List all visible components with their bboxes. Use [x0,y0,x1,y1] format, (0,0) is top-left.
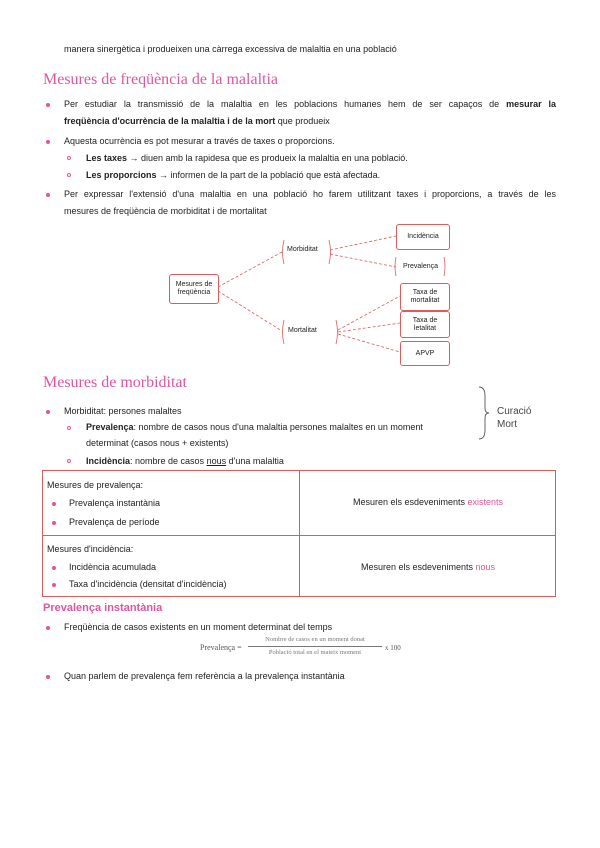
paragraph-3-line-2: mesures de freqüència de morbiditat i de mortalitat [64,206,267,216]
diagram-node-taxa-letalitat: Taxa de letalitat [400,311,450,338]
diagram-node-morbiditat: Morbiditat [287,246,318,253]
bullet-icon [52,502,56,506]
table-row2-description: Mesuren els esdeveniments nous [360,562,496,572]
instant-prevalence-note: Quan parlem de prevalença fem referència a la prevalença instantània [64,671,345,681]
curly-brace-icon [476,386,492,440]
morbiditat-item: Morbiditat: persones malaltes [64,406,182,416]
bullet-icon [52,583,56,587]
table-row2-item: Taxa d'incidència (densitat d'incidència) [69,579,227,589]
diagram-node-incidencia: Incidència [396,224,450,250]
sub-bullet-icon [67,426,71,430]
table-row1-description: Mesuren els esdeveniments existents [352,497,504,507]
formula-denominator: Població total en el mateix moment [268,649,362,656]
formula-numerator: Nombre de casos en un moment donat [265,636,365,643]
section-title-morbidity: Mesures de morbiditat [43,374,187,391]
sub-item-taxes: Les taxes → diuen amb la rapidesa que es produeix la malaltia en una població. [86,153,408,163]
sub-bullet-icon [67,459,71,463]
diagram-node-apvp: APVP [400,341,450,366]
section-title-frequency: Mesures de freqüència de la malaltia [43,71,278,88]
bullet-icon [46,626,50,630]
bullet-icon [52,521,56,525]
instant-prevalence-definition: Freqüència de casos existents en un moment determinat del temps [64,622,333,632]
formula-fraction-bar [248,646,382,647]
section-title-instant-prevalence: Prevalença instantània [43,602,163,614]
incidencia-definition: Incidència: nombre de casos nous d'una malaltia [86,456,284,466]
table-row2-heading: Mesures d'incidència: [47,544,134,554]
formula-multiplier: x 100 [385,644,401,652]
side-note-curacio: Curació [497,406,532,417]
table-row1-item: Prevalença instantània [69,498,161,508]
bullet-icon [46,675,50,679]
bullet-icon [46,410,50,414]
paragraph-1-line-2: freqüència d'ocurrència de la malaltia i de la mort que produeix [64,116,330,126]
sub-item-proporcions: Les proporcions → informen de la part de la població que està afectada. [86,170,381,180]
diagram-node-taxa-mortalitat: Taxa de mortalitat [400,283,450,311]
intro-line: manera sinergètica i produeixen una càrrega excessiva de malaltia en una població [64,44,397,54]
table-row1-heading: Mesures de prevalença: [47,480,144,490]
diagram-node-root: Mesures de freqüència [169,274,219,304]
bullet-icon [52,566,56,570]
table-row2-item: Incidència acumulada [69,562,157,572]
side-note-mort: Mort [497,419,517,430]
diagram-node-mortalitat: Mortalitat [288,327,317,334]
paragraph-3-line-1: Per expressar l'extensió d'una malaltia en una població ho farem utilitzant taxes i proporcions, a través de les [64,189,556,199]
prevalenca-definition-line-2: determinat (casos nous + existents) [86,438,229,448]
formula-label: Prevalença = [200,643,242,652]
prevalenca-definition-line-1: Prevalença: nombre de casos nous d'una malaltia persones malaltes en un moment [86,422,423,432]
paragraph-2: Aquesta ocurrència es pot mesurar a través de taxes o proporcions. [64,136,335,146]
table-row1-item: Prevalença de període [69,517,160,527]
diagram-node-prevalenca: Prevalença [403,263,439,270]
table-column-divider [299,470,300,597]
paragraph-1-line-1: Per estudiar la transmissió de la malaltia en les poblacions humanes hem de ser capaços de mesurar la [64,99,557,109]
